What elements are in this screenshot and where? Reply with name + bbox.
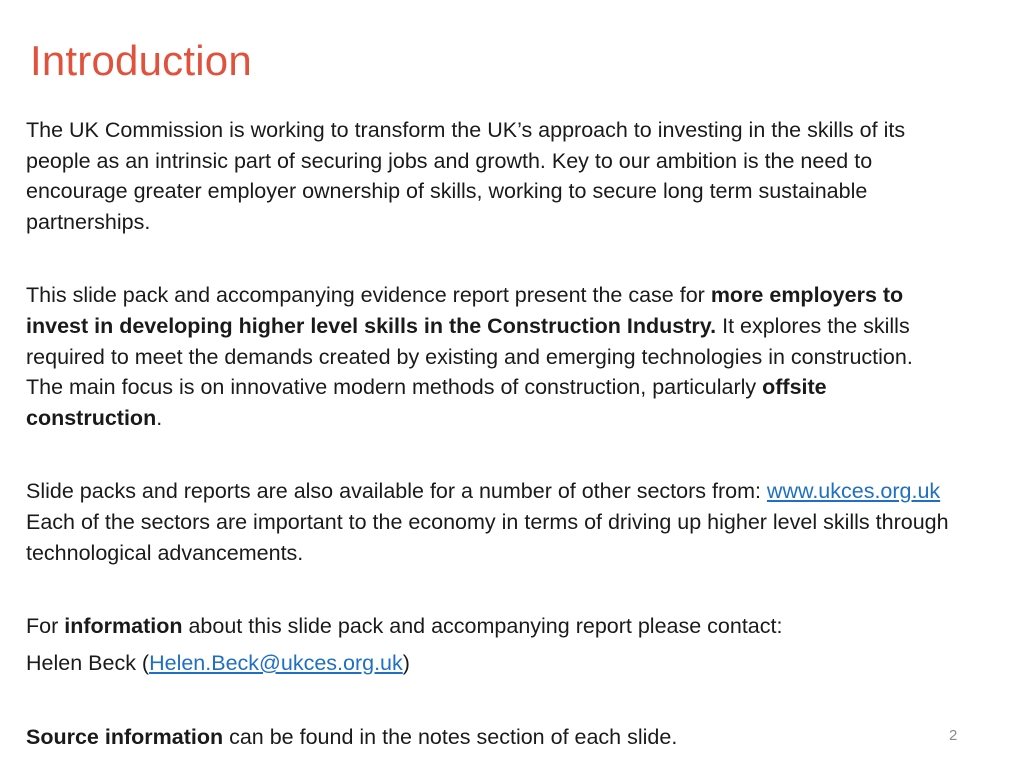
paragraph-case-lead: This slide pack and accompanying evidence report present the case for [26,283,711,308]
paragraph-intro: The UK Commission is working to transform the UK’s approach to investing in the skills of its people as an intrinsic part of securing jobs and growth. Key to our ambition is the need to encourage greater employer ownership of skills, working to secure long term sustainable partnerships. [26,118,906,234]
ukces-website-link[interactable]: www.ukces.org.uk [766,479,941,504]
paragraph-contact-lead: For [26,614,65,639]
paragraph-case-offsite: offsite construction [26,375,827,430]
paragraph-sectors-rest: Each of the sectors are important to the economy in terms of driving up higher level skills through technological advancements. [26,509,949,565]
contact-name: Helen Beck ( [26,650,150,675]
paragraph-source-rest: can be found in the notes section of each slide. [223,725,678,750]
paragraph-case [26,280,951,433]
paragraph-case-middle: It explores the skills required to meet the demands created by existing and emerging technologies in construction. The main focus is on innovative modern methods of construction, particularly [26,313,913,400]
slide-body [26,115,951,753]
paragraph-case-emphasis: more employers to invest in developing higher level skills in the Construction Industry. [26,283,904,338]
paragraph-sectors [26,476,951,568]
contact-close-paren: ) [402,650,410,675]
paragraph-case-end: . [156,405,163,430]
paragraph-sectors-lead: Slide packs and reports are also available for a number of other sectors from: [26,479,767,504]
paragraph-contact-emphasis: information [64,614,183,639]
paragraph-source-emphasis: Source information [26,725,224,750]
contact-email-link[interactable]: Helen.Beck@ukces.org.uk [149,650,403,675]
page-number: 2 [949,727,958,744]
contact-person [26,648,951,679]
paragraph-contact [26,611,951,642]
slide-title: Introduction [30,37,252,84]
paragraph-source [26,722,951,753]
paragraph-contact-rest: about this slide pack and accompanying report please contact: [182,614,783,639]
